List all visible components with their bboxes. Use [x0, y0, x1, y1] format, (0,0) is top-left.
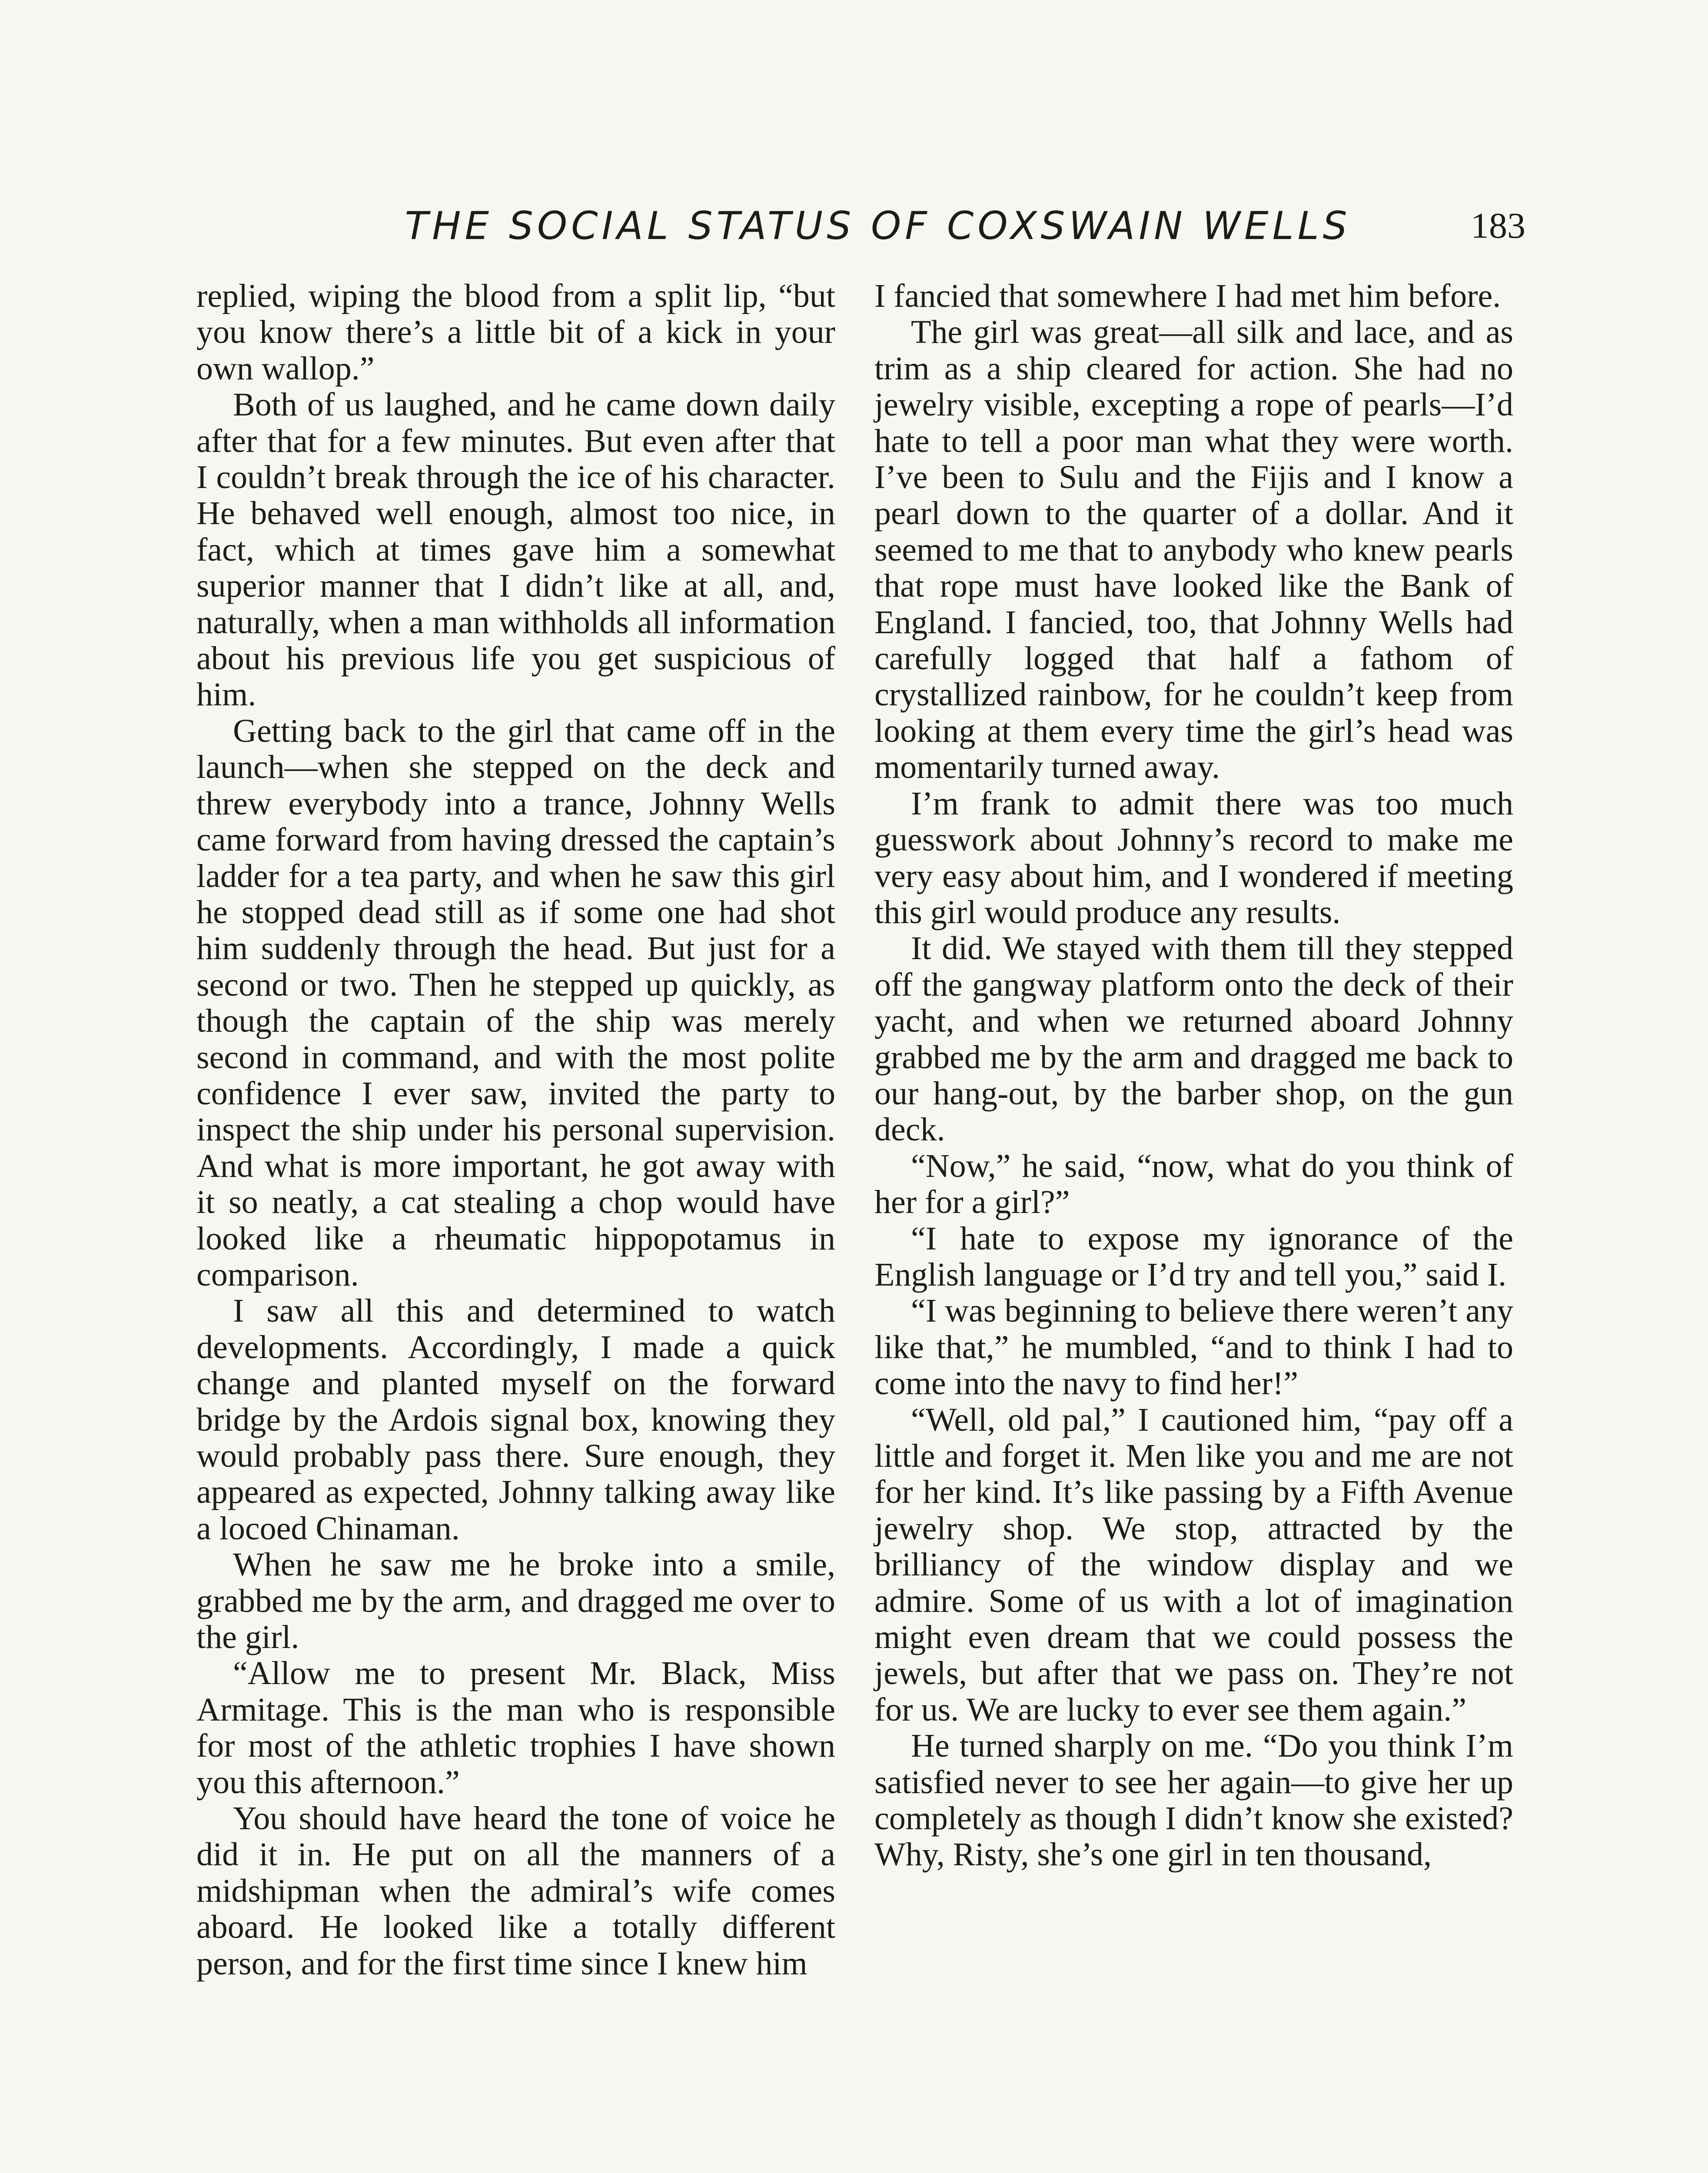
paragraph: I fancied that somewhere I had met him before. — [874, 278, 1501, 314]
page-header — [196, 191, 1525, 265]
running-title: THE SOCIAL STATUS OF COXSWAIN WELLS — [405, 203, 1351, 248]
paragraph: I saw all this and determined to watch developments. Accordingly, I made a quick change and planted myself on the forward bridge by the Ardois signal box, knowing they would probably pass there. Sure enough, they appeared as expected, Johnny talking away like a locoed Chinaman. — [196, 1293, 835, 1547]
paragraph: “Now,” he said, “now, what do you think of her for a girl?” — [874, 1147, 1513, 1221]
paragraph: He turned sharply on me. “Do you think I’m satisfied never to see her again—to give her up completely as though I didn’t know she existed? Why, Risty, she’s one girl in ten thousand, — [874, 1728, 1513, 1873]
paragraph: Both of us laughed, and he came down daily after that for a few minutes. But even after that I couldn’t break through the ice of his character. He behaved well enough, almost too nice, in fact, which at times gave him a somewhat superior manner that I didn’t like at all, and, naturally, when a man withholds all information about his previous life you get suspicious of him. — [196, 386, 835, 713]
paragraph: I’m frank to admit there was too much guesswork about Johnny’s record to make me very easy about him, and I wondered if meeting this girl would produce any results. — [874, 785, 1513, 930]
paragraph: The girl was great—all silk and lace, and as trim as a ship cleared for action. She had no jewelry visible, excepting a rope of pearls—I’d hate to tell a poor man what they were worth. I’ve been to Sulu and the Fijis and I know a pearl down to the quarter of a dollar. And it seemed to me that to anybody who knew pearls that rope must have looked like the Bank of England. I fancied, too, that Johnny Wells had carefully logged that half a fathom of crystallized rainbow, for he couldn’t keep from looking at them every time the girl’s head was momentarily turned away. — [874, 314, 1513, 786]
left-column — [196, 278, 835, 1982]
paragraph: “Well, old pal,” I cautioned him, “pay off a little and forget it. Men like you and me are not for her kind. It’s like passing by a Fifth Avenue jewelry shop. We stop, attracted by the brilliancy of the window display and we admire. Some of us with a lot of imagination might even dream that we could possess the jewels, but after that we pass on. They’re not for us. We are lucky to ever see them again.” — [874, 1401, 1513, 1728]
paragraph: It did. We stayed with them till they stepped off the gangway platform onto the deck of their yacht, and when we returned aboard Johnny grabbed me by the arm and dragged me back to our hang-out, by the barber shop, on the gun deck. — [874, 930, 1513, 1148]
page-number: 183 — [1471, 206, 1525, 246]
paragraph: “I hate to expose my ignorance of the English language or I’d try and tell you,” said I. — [874, 1220, 1513, 1293]
right-column — [874, 278, 1513, 1873]
paragraph: replied, wiping the blood from a split lip, “but you know there’s a little bit of a kick in your own wallop.” — [196, 278, 835, 387]
paragraph: When he saw me he broke into a smile, grabbed me by the arm, and dragged me over to the girl. — [196, 1546, 835, 1656]
paragraph: “Allow me to present Mr. Black, Miss Armitage. This is the man who is responsible for most of the athletic trophies I have shown you this afternoon.” — [196, 1655, 835, 1801]
paragraph: Getting back to the girl that came off in the launch—when she stepped on the deck and threw everybody into a trance, Johnny Wells came forward from having dressed the captain’s ladder for a tea party, and when he saw this girl he stopped dead still as if some one had shot him suddenly through the head. But just for a second or two. Then he stepped up quickly, as though the captain of the ship was merely second in command, and with the most polite confidence I ever saw, invited the party to inspect the ship under his personal supervision. And what is more important, he got away with it so neatly, a cat stealing a chop would have looked like a rheumatic hippopotamus in comparison. — [196, 712, 835, 1293]
paragraph: You should have heard the tone of voice he did it in. He put on all the manners of a midshipman when the admiral’s wife comes aboard. He looked like a totally different person, and for the first time since I knew him — [196, 1800, 835, 1982]
paragraph: “I was beginning to believe there weren’t any like that,” he mumbled, “and to think I had to come into the navy to find her!” — [874, 1293, 1513, 1402]
